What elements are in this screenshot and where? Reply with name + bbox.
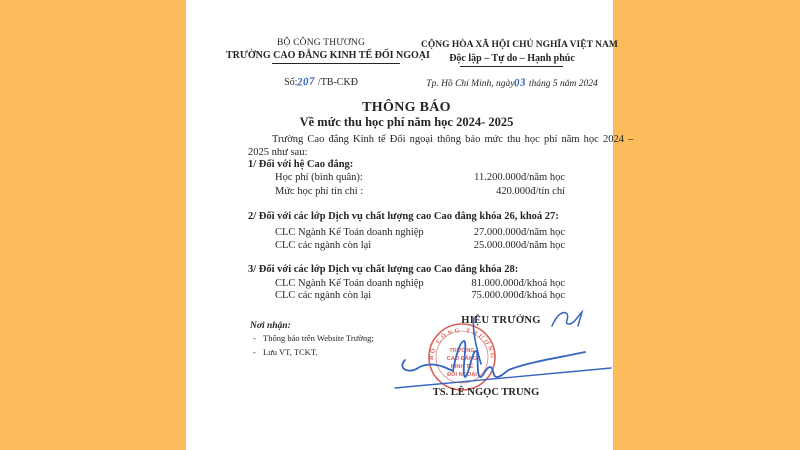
document-number-suffix: /TB-CKĐ [315,77,358,88]
fee-row [248,186,565,197]
recipients-heading: Nơi nhận: [250,321,291,331]
stamp-center-line-1: TRƯỜNG [449,348,475,354]
header-left-block [226,0,430,95]
fee-row [248,240,565,251]
signature-main-stroke [402,341,585,377]
fee-label: CLC các ngành còn lại [275,290,372,301]
section-1-heading: 1/ Đối với hệ Cao đẳng: [248,159,354,170]
document-number [226,76,416,88]
date-day-handwritten: 03 [514,76,527,90]
fee-row [248,290,565,301]
document-number-handwritten: 207 [297,75,316,89]
date-prefix: Tp. Hồ Chí Minh, ngày [426,79,515,89]
fee-row [248,227,565,238]
list-dash: - [253,333,256,343]
fee-value: 420.000đ/tín chỉ [496,186,565,197]
fee-label: Mức học phí tín chỉ : [275,186,364,197]
recipient-item [253,333,374,343]
school-underline [272,63,400,64]
date-line [421,77,603,89]
fee-value: 27.000.000đ/năm học [473,227,565,238]
national-name-line: CỘNG HÒA XÃ HỘI CHỦ NGHĨA VIỆT NAM [421,40,618,50]
document-subtitle: Về mức thu học phí năm học 2024- 2025 [299,115,514,129]
section-3-heading: 3/ Đối với các lớp Dịch vụ chất lượng cao Cao đẳng khóa 28: [248,264,519,275]
signature-flourish-line [395,368,611,388]
stamp-center-line-4: ĐỐI NGOẠI [447,372,477,378]
school-name: TRƯỜNG CAO ĐẲNG KINH TẾ ĐỐI NGOẠI [226,50,430,61]
fee-value: 11.200.000đ/năm học [474,172,565,183]
document-title: THÔNG BÁO [362,100,451,115]
fee-value: 81.000.000đ/khoá học [471,278,565,289]
signer-name: TS. LÊ NGỌC TRUNG [432,387,540,398]
fee-row [248,278,565,289]
signature-paraph [548,306,588,332]
intro-line-1: Trường Cao đẳng Kinh tế Đối ngoại thông báo mức thu học phí năm học 2024 – [272,134,634,145]
document-page [186,0,634,450]
national-motto-line: Độc lập – Tự do – Hạnh phúc [449,53,575,64]
stamp-center-line-2: CAO ĐẲNG [446,356,478,362]
fee-value: 25.000.000đ/năm học [473,240,565,251]
fee-label: CLC các ngành còn lại [275,240,372,251]
signature-title: HIỆU TRƯỞNG [461,315,541,326]
stamp-ring-text: BỘ CÔNG THƯƠNG [427,326,497,361]
fee-label: Học phí (bình quân): [275,172,363,183]
recipient-text: Lưu VT, TCKT. [263,347,318,357]
header-right-block [421,0,618,95]
recipient-text: Thông báo trên Website Trường; [263,333,374,343]
fee-value: 75.000.000đ/khoá học [471,290,565,301]
fee-label: CLC Ngành Kế Toán doanh nghiệp [275,227,424,238]
list-dash: - [253,347,256,357]
stamp-center-line-3: KINH TẾ [450,364,474,370]
fee-row [248,172,565,183]
ministry-name: BỘ CÔNG THƯƠNG [276,38,366,48]
section-2-heading: 2/ Đối với các lớp Dịch vụ chất lượng cao Cao đẳng khóa 26, khoá 27: [248,211,559,222]
document-number-prefix: Số: [284,77,298,88]
motto-underline [460,66,563,67]
intro-line-2: 2025 như sau: [248,147,308,158]
fee-label: CLC Ngành Kế Toán doanh nghiệp [275,278,424,289]
recipient-item [253,347,318,357]
date-suffix: tháng 5 năm 2024 [526,79,598,89]
